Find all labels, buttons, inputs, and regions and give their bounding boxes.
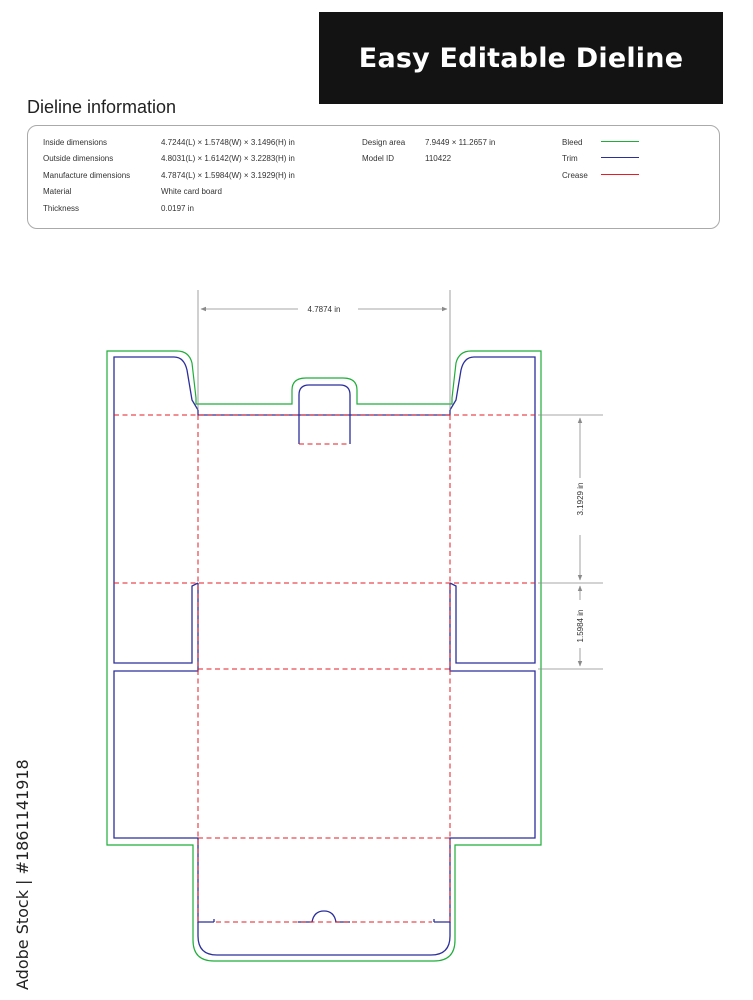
info-value-model-id: 110422 xyxy=(425,154,452,163)
info-label-thickness: Thickness xyxy=(43,204,80,213)
info-label-outside: Outside dimensions xyxy=(43,154,114,163)
bleed-outline xyxy=(107,351,541,961)
width-dimension-label: 4.7874 in xyxy=(307,305,341,314)
info-label-design-area: Design area xyxy=(362,138,406,147)
depth-dimension-label: 1.5984 in xyxy=(576,609,585,643)
trim-top-right-flap xyxy=(450,357,535,663)
trim-top-edge xyxy=(198,410,450,415)
info-label-manufacture: Manufacture dimensions xyxy=(43,171,131,180)
trim-bottom-flap xyxy=(198,922,450,955)
section-title: Dieline information xyxy=(27,97,177,117)
trim-top-left-flap xyxy=(114,357,198,663)
banner-title: Easy Editable Dieline xyxy=(358,42,684,74)
height-dimension-label: 3.1929 in xyxy=(576,482,585,516)
info-value-inside: 4.7244(L) × 1.5748(W) × 3.1496(H) in xyxy=(161,138,295,147)
info-label-model-id: Model ID xyxy=(362,154,395,163)
dimension-lines xyxy=(198,290,603,669)
legend-label-bleed: Bleed xyxy=(562,138,583,147)
stock-watermark: Adobe Stock | #1861141918 xyxy=(13,759,32,990)
info-value-thickness: 0.0197 in xyxy=(161,204,194,213)
legend-label-crease: Crease xyxy=(562,171,588,180)
info-label-inside: Inside dimensions xyxy=(43,138,108,147)
info-value-material: White card board xyxy=(161,187,222,196)
legend-label-trim: Trim xyxy=(562,154,578,163)
trim-body-right xyxy=(434,583,535,922)
trim-body-left xyxy=(114,583,214,922)
crease-lines xyxy=(114,415,535,922)
trim-bottom-slot xyxy=(214,911,434,922)
info-value-outside: 4.8031(L) × 1.6142(W) × 3.2283(H) in xyxy=(161,154,295,163)
info-label-material: Material xyxy=(43,187,72,196)
info-value-manufacture: 4.7874(L) × 1.5984(W) × 3.1929(H) in xyxy=(161,171,295,180)
info-value-design-area: 7.9449 × 11.2657 in xyxy=(425,138,496,147)
